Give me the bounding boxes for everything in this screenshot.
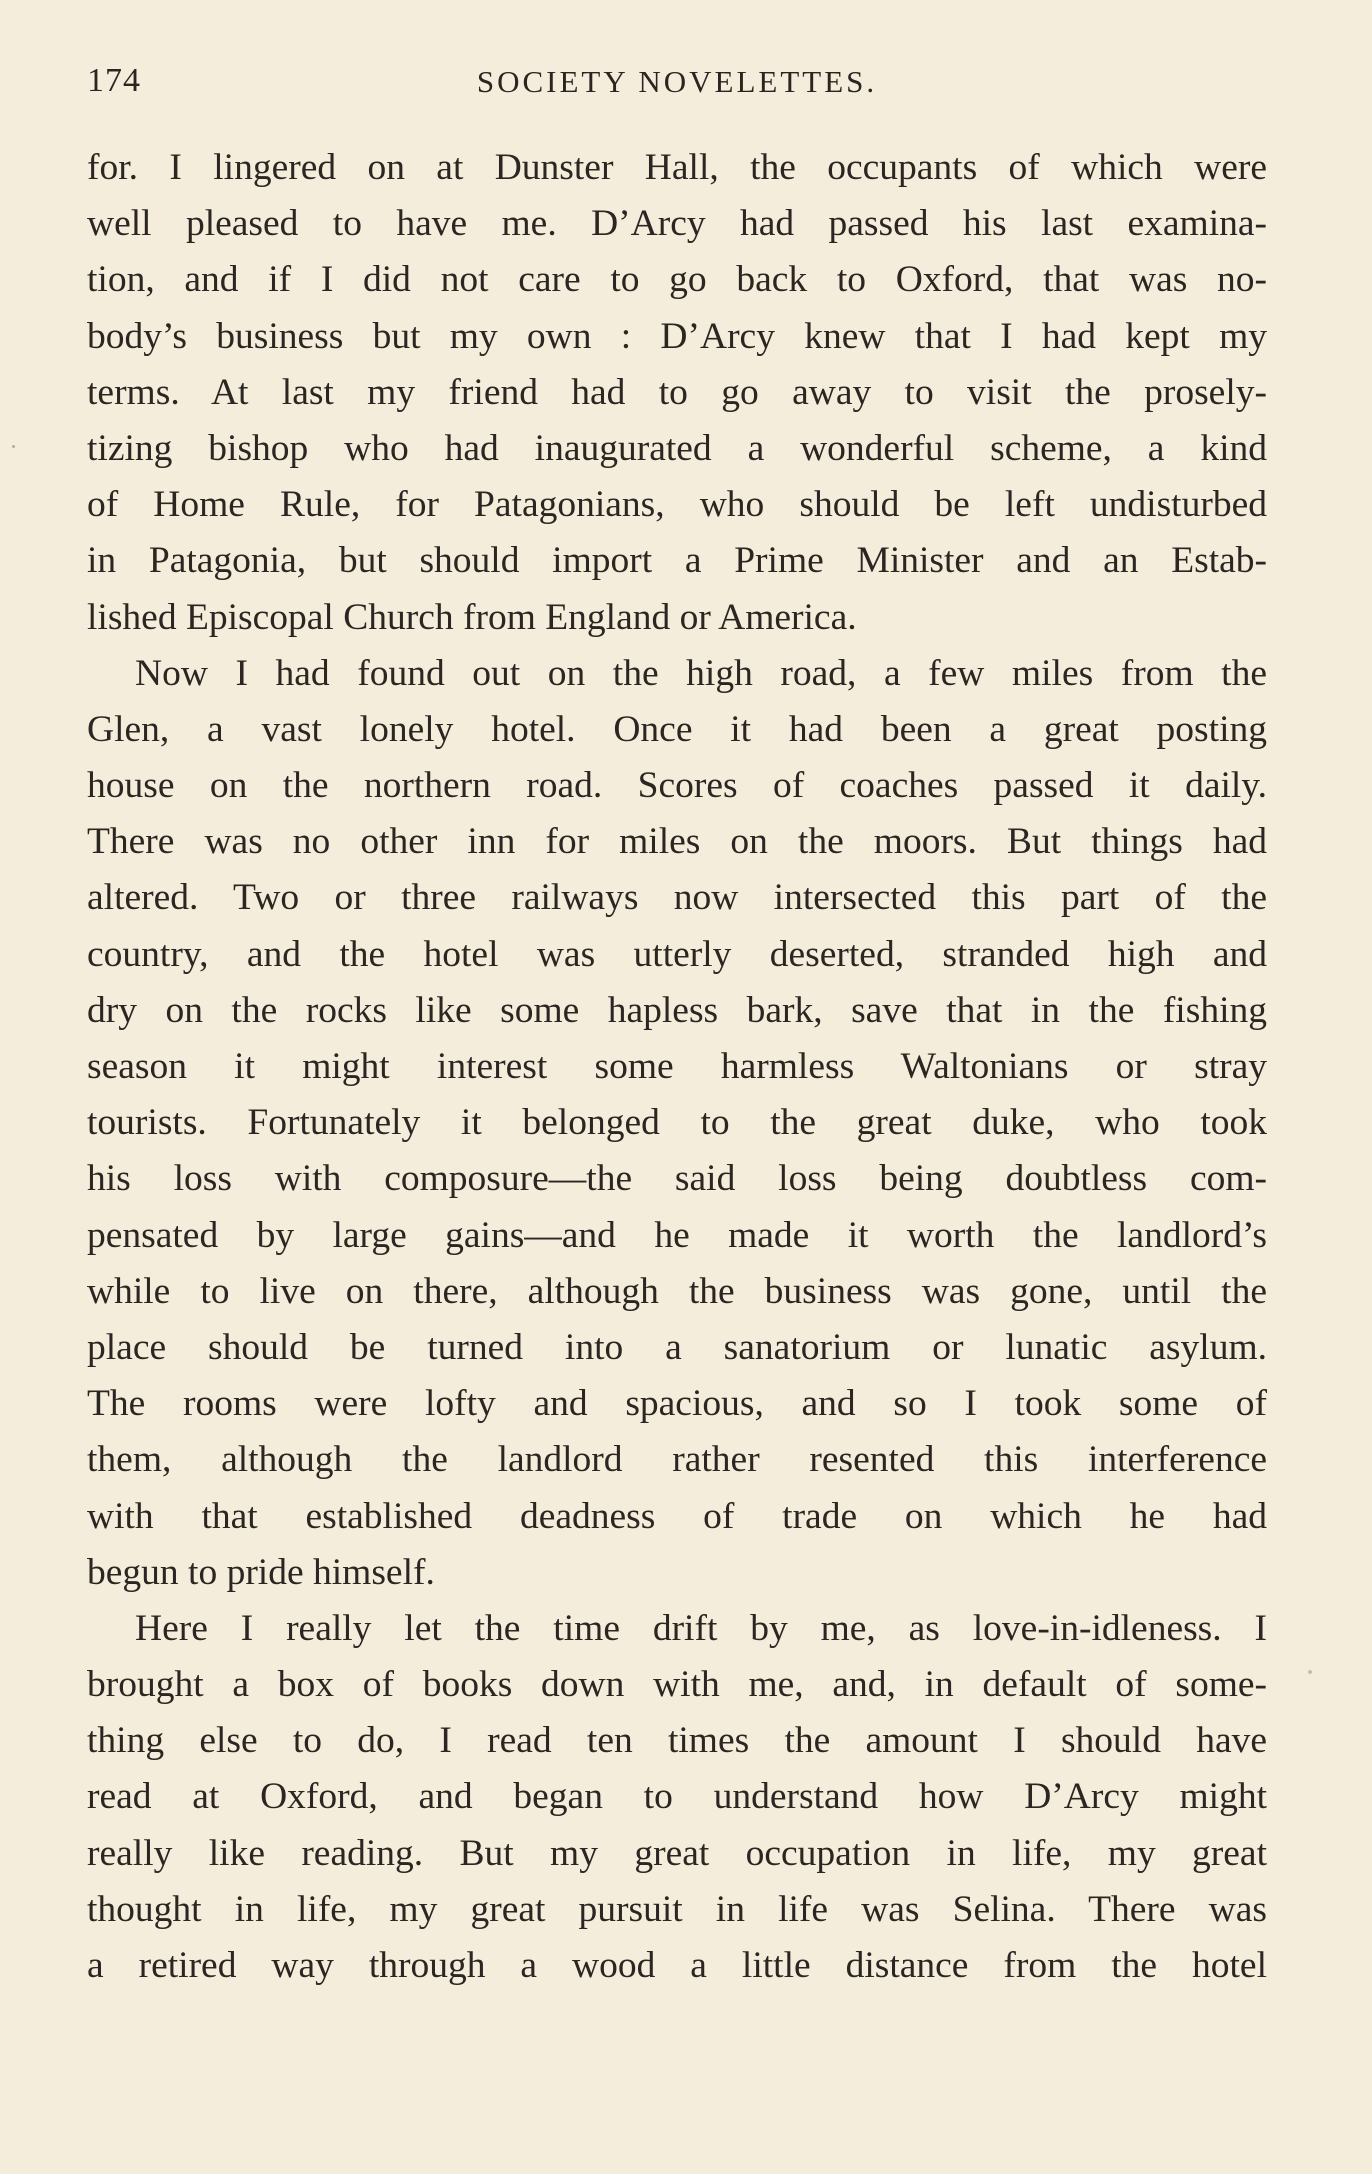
text-line: thought in life, my great pursuit in life was Selina. There was [87, 1888, 1267, 1930]
text-line: altered. Two or three railways now intersected this part of the [87, 877, 1267, 919]
text-line: well pleased to have me. D’Arcy had passed his last examina- [87, 203, 1267, 245]
paper-speck [12, 445, 15, 448]
running-title: SOCIETY NOVELETTES. [476, 64, 878, 99]
running-head [87, 62, 1267, 112]
text-line: There was no other inn for miles on the moors. But things had [87, 821, 1267, 863]
body-text [87, 140, 1267, 1994]
paper-speck [1308, 1670, 1312, 1674]
text-line: brought a box of books down with me, and, in default of some- [87, 1664, 1267, 1706]
text-line: really like reading. But my great occupation in life, my great [87, 1832, 1267, 1874]
text-line: a retired way through a wood a little distance from the hotel [87, 1945, 1267, 1986]
text-line: The rooms were lofty and spacious, and so I took some of [87, 1383, 1267, 1425]
text-line: place should be turned into a sanatorium or lunatic asylum. [87, 1326, 1267, 1368]
paragraph-end-line: begun to pride himself. [87, 1551, 435, 1593]
text-line: while to live on there, although the business was gone, until the [87, 1270, 1267, 1312]
text-line: of Home Rule, for Patagonians, who should be left undisturbed [87, 484, 1267, 526]
text-line: country, and the hotel was utterly deserted, stranded high and [87, 933, 1267, 975]
page-number: 174 [87, 62, 141, 99]
text-line: his loss with composure—the said loss being doubtless com- [87, 1158, 1267, 1200]
text-line: body’s business but my own : D’Arcy knew that I had kept my [87, 315, 1267, 357]
text-line: Glen, a vast lonely hotel. Once it had been a great posting [87, 708, 1267, 750]
text-line: pensated by large gains—and he made it worth the landlord’s [87, 1214, 1267, 1256]
paragraph-start-line: Here I really let the time drift by me, as love-in-idleness. I [135, 1607, 1267, 1649]
text-line: thing else to do, I read ten times the amount I should have [87, 1720, 1267, 1762]
text-line: with that established deadness of trade on which he had [87, 1495, 1267, 1537]
text-line: read at Oxford, and began to understand how D’Arcy might [87, 1776, 1267, 1818]
text-line: house on the northern road. Scores of coaches passed it daily. [87, 765, 1267, 807]
paragraph-end-line: lished Episcopal Church from England or America. [87, 596, 857, 638]
text-line: them, although the landlord rather resented this interference [87, 1439, 1267, 1481]
text-line: tizing bishop who had inaugurated a wonderful scheme, a kind [87, 427, 1267, 469]
text-line: dry on the rocks like some hapless bark, save that in the fishing [87, 989, 1267, 1031]
text-line: season it might interest some harmless Waltonians or stray [87, 1046, 1267, 1087]
text-line: in Patagonia, but should import a Prime Minister and an Estab- [87, 540, 1267, 582]
text-line: tion, and if I did not care to go back to Oxford, that was no- [87, 259, 1267, 301]
text-line: for. I lingered on at Dunster Hall, the occupants of which were [87, 147, 1267, 188]
text-line: tourists. Fortunately it belonged to the great duke, who took [87, 1102, 1267, 1144]
text-line: terms. At last my friend had to go away to visit the prosely- [87, 371, 1267, 413]
paragraph-start-line: Now I had found out on the high road, a few miles from the [135, 652, 1267, 694]
